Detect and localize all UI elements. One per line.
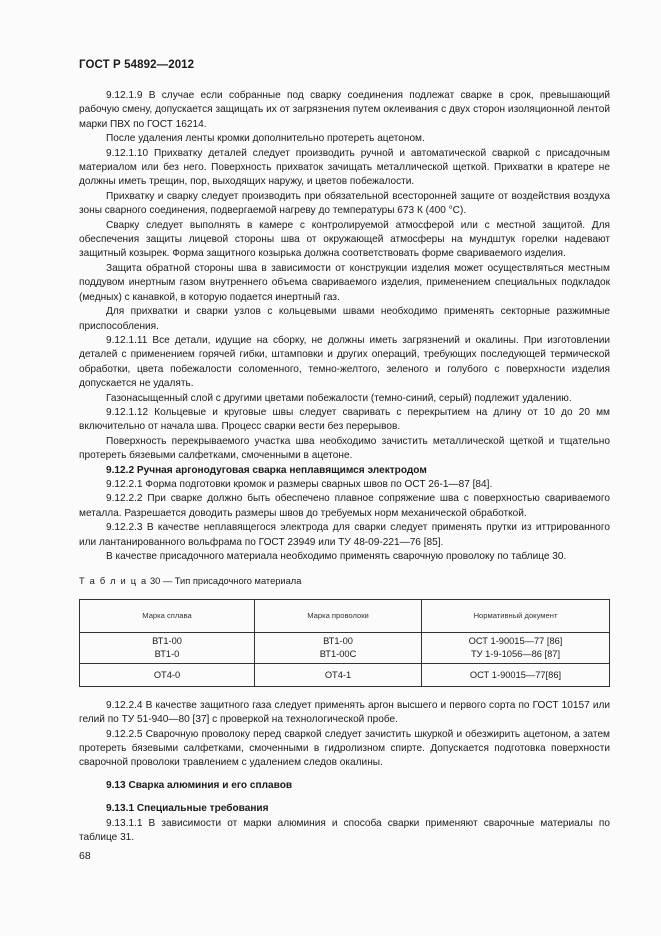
paragraph: 9.12.2.4 В качестве защитного газа следует применять аргон высшего и первого сорта по ГОСТ 10157 или гелий по ТУ 51-940—80 [37] с проверкой на технологической пробе. [79,699,610,726]
table-header-cell: Нормативный документ [422,599,610,632]
paragraph: Сварку следует выполнять в камере с контролируемой атмосферой или с местной защитой. Для обеспечения защиты лицевой стороны шва от окружающей атмосферы на мундштук горелки надевают защитный козырек. Форма защитного козырька должна соответствовать форме свариваемого изделия. [79,219,610,260]
table-caption-prefix: Т а б л и ц а [79,576,148,587]
document-body [79,89,610,845]
table-cell: ОСТ 1-90015—77 [86] ТУ 1-9-1056—86 [87] [422,632,610,663]
table-cell: ОТ4-1 [255,663,422,686]
paragraph: Поверхность перекрываемого участка шва необходимо зачистить металлической щеткой и тщательно протереть бязевыми салфетками, смоченными в ацетоне. [79,435,610,462]
table-cell: ВТ1-00 ВТ1-0 [80,632,255,663]
paragraph: 9.12.2.1 Форма подготовки кромок и размеры сварных швов по ОСТ 26-1—87 [84]. [106,478,493,490]
paragraph: 9.12.1.9 В случае если собранные под сварку соединения подлежат сварке в срок, превышающий рабочую смену, допускается защищать их от загрязнения путем оклеивания с двух сторон изоляционной лентой марки ПВХ по ГОСТ 16214. [79,90,610,130]
table-row [80,632,610,663]
paragraph: Газонасыщенный слой с другими цветами побежалости (темно-синий, серый) подлежит удалению. [106,392,572,404]
subsection-heading: 9.13.1 Специальные требования [106,803,269,815]
document-header: ГОСТ Р 54892—2012 [79,59,195,71]
table-cell: ВТ1-00 ВТ1-00С [255,632,422,663]
paragraph: 9.12.2.5 Сварочную проволоку перед сваркой следует зачистить шкуркой и обезжирить ацетоном, а затем протереть бязевыми салфетками, смоченными в гидролизном спирте. Допускается подготовка поверхности сварочной проволоки травлением с удалением следов окалины. [79,728,610,769]
table-header-row [80,599,610,632]
table-caption [79,574,610,588]
table-caption-title: 30 — Тип присадочного материала [147,576,302,587]
section-heading: 9.13 Сварка алюминия и его сплавов [106,779,293,791]
paragraphs-after-table [79,699,610,846]
table-cell: ОСТ 1-90015—77[86] [422,663,610,686]
section-heading: 9.12.2 Ручная аргонодуговая сварка неплавящимся электродом [106,464,427,476]
table-header-cell: Марка сплава [80,599,255,632]
paragraph: Для прихватки и сварки узлов с кольцевыми швами необходимо применять секторные разжимные приспособления. [79,306,610,332]
paragraph: 9.12.2.3 В качестве неплавящегося электрода для сварки следует применять прутки из иттрированного или лантанированного вольфрама по ГОСТ 23949 или ТУ 48-09-221—76 [85]. [79,522,610,548]
filler-material-table [79,599,610,687]
paragraph: 9.12.2.2 При сварке должно быть обеспечено плавное сопряжение шва с поверхностью свариваемого металла. Разрешается доводить размеры швов до требуемых норм механической обработкой. [79,493,610,519]
paragraph: 9.13.1.1 В зависимости от марки алюминия и способа сварки применяют сварочные материалы по таблице 31. [79,817,610,844]
table-row [80,663,610,686]
paragraph: 9.12.1.10 Прихватку деталей следует производить ручной и автоматической сваркой с присадочным материалом или без него. Поверхность прихваток зачищать металлической щеткой. Прихватки в кратере не должны иметь трещин, пор, выходящих наружу, и цветов побежалости. [79,147,610,188]
paragraph: Прихватку и сварку следует производить при обязательной всесторонней защите от воздействия воздуха зоны сварного соединения, подвергаемой нагреву до температуры 673 К (400 °С). [79,190,610,217]
paragraph: Защита обратной стороны шва в зависимости от конструкции изделия может осуществляться местным поддувом инертным газом внутреннего объема свариваемого изделия, применением специальных подкладок (медных) с канавкой, в которую подается инертный газ. [79,262,610,303]
paragraph: После удаления ленты кромки дополнительно протереть ацетоном. [106,133,425,145]
table-header-cell: Марка проволоки [255,599,422,632]
paragraph: 9.12.1.11 Все детали, идущие на сборку, не должны иметь загрязнений и окалины. При изготовлении деталей с применением горячей гибки, штамповки и других операций, требующих последующей термической обработки, цвета побежалости соломенного, темно-желтого, зеленого и голубого с поверхности изделия допускается не удалять. [79,334,610,390]
paragraph: 9.12.1.12 Кольцевые и круговые швы следует сваривать с перекрытием на длину от 10 до 20 мм включительно от начала шва. Процесс сварки вести без перерывов. [79,406,610,433]
paragraphs-before-table [79,89,610,564]
table-cell: ОТ4-0 [80,663,255,686]
paragraph: В качестве присадочного материала необходимо применять сварочную проволоку по таблице 30. [106,551,567,562]
page-number: 68 [79,850,91,862]
